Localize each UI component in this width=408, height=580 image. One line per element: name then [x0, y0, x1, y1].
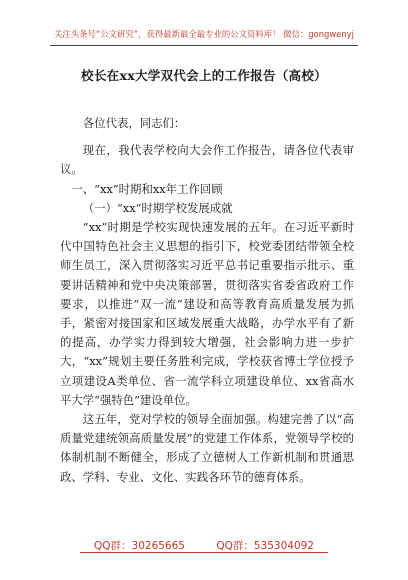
- header-promo: 关注头条号“公文研究”，获得最新最全最专业的公文资料库！ 微信：gongwenyj: [54, 29, 354, 39]
- subsection-heading: （一）“xx”时期学校发展成就: [82, 200, 233, 215]
- paragraph: 这五年，党对学校的领导全面加强。构建完善了以“高质量党建统领高质量发展”的党建工作体系，党领导学校的体制机制不断健全，形成了立德树人工作新机制和贯通思政、学科、专业、文化、实践各环节的德育体系。: [60, 412, 354, 484]
- header-divider: [50, 45, 358, 46]
- footer-qq-group-2: QQ群：535304092: [216, 540, 314, 552]
- footer-contacts: [0, 538, 408, 553]
- paragraph: “xx”时期是学校实现快速发展的五年。在习近平新时代中国特色社会主义思想的指引下，校党委团结带领全校师生员工，深入贯彻落实习近平总书记重要指示批示、重要讲话精神和党中央决策部署，贯彻落实省委省政府工作要求，以推进“双一流”建设和高等教育高质量发展为抓手，紧密对接国家和区域发展重大战略，办学水平有了新的提高，办学实力得到较大增强，社会影响力进一步扩大，“xx”规划主要任务胜利完成，学校获省博士学位授予立项建设A类单位、省一流学科立项建设单位、xx省高水平大学“强特色”建设单位。: [60, 220, 354, 407]
- document-body: [60, 114, 354, 487]
- footer-underline: [80, 552, 328, 553]
- salutation: 各位代表，同志们：: [82, 116, 186, 130]
- section-heading: 一、“xx”时期和xx年工作回顾: [71, 181, 223, 196]
- document-title: 校长在xx大学双代会上的工作报告（高校）: [81, 68, 327, 83]
- paragraph: 现在，我代表学校向大会作工作报告，请各位代表审议。: [60, 143, 354, 177]
- footer-qq-group-1: QQ群：30265665: [94, 540, 185, 552]
